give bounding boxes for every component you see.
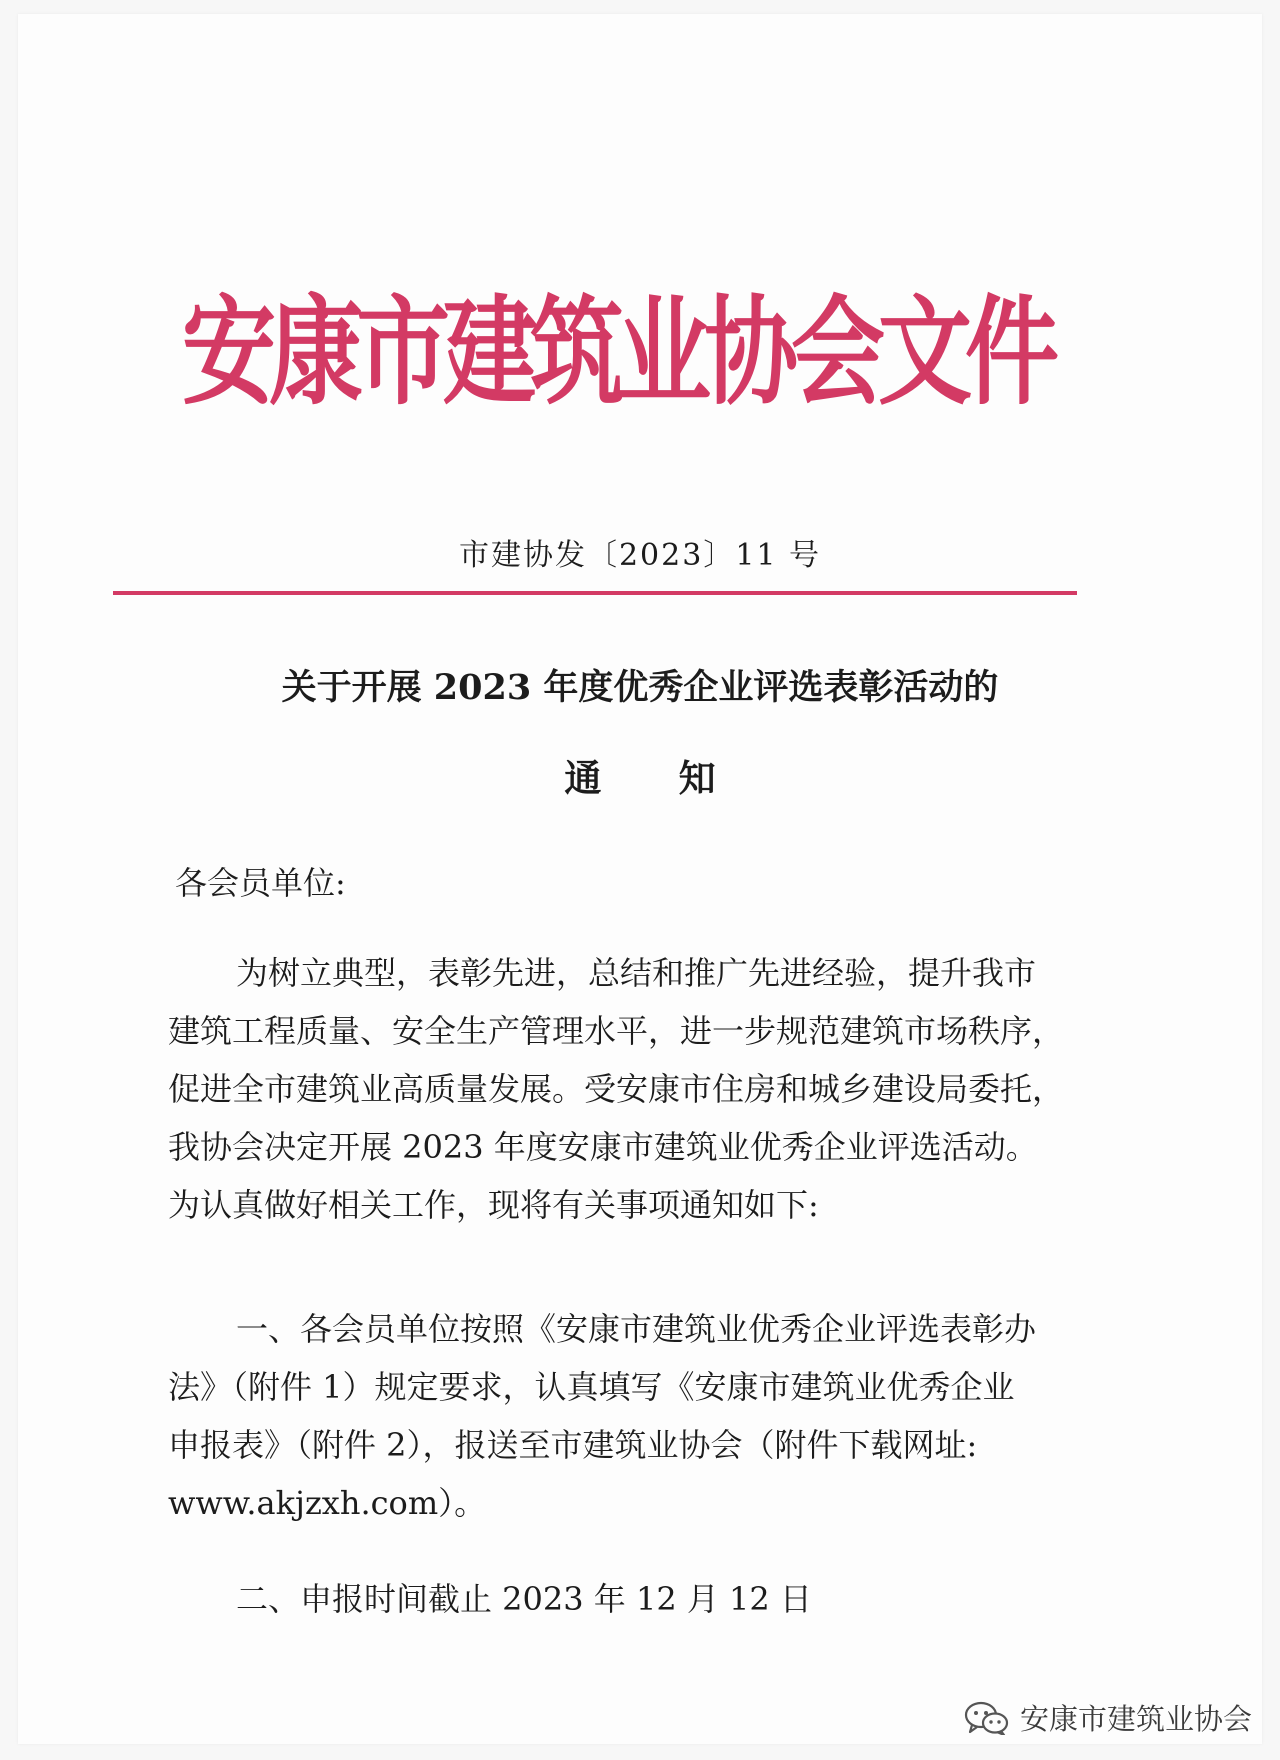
document-number: 市建协发〔2023〕11 号 — [458, 538, 822, 573]
notice-subtitle: 通 知 — [564, 756, 716, 800]
paragraph-line: 为树立典型，表彰先进，总结和推广先进经验，提升我市 — [236, 954, 1037, 992]
paragraph-line: www.akjzxh.com）。 — [168, 1484, 487, 1522]
wechat-watermark — [964, 1697, 1252, 1738]
paragraph-line: 我协会决定开展 2023 年度安康市建筑业优秀企业评选活动。 — [168, 1128, 1038, 1166]
wechat-icon — [964, 1701, 1010, 1735]
document-header-title: 安康市建筑业协会文件 — [182, 284, 1053, 422]
paragraph-item-2 — [168, 1570, 1068, 1628]
header-red-rule — [113, 591, 1077, 595]
paragraph-line: 促进全市建筑业高质量发展。受安康市住房和城乡建设局委托， — [168, 1070, 1065, 1108]
paragraph-intro — [168, 944, 1068, 1234]
paragraph-line: 法》（附件 1）规定要求，认真填写《安康市建筑业优秀企业 — [168, 1368, 1015, 1406]
watermark-text: 安康市建筑业协会 — [1019, 1702, 1252, 1736]
paragraph-line: 建筑工程质量、安全生产管理水平，进一步规范建筑市场秩序， — [168, 1012, 1065, 1050]
paragraph-line: 二、申报时间截止 2023 年 12 月 12 日 — [236, 1580, 812, 1618]
paragraph-line: 申报表》（附件 2），报送至市建筑业协会（附件下载网址: — [168, 1426, 978, 1464]
salutation: 各会员单位: — [175, 864, 346, 902]
paragraph-line: 一、各会员单位按照《安康市建筑业优秀企业评选表彰办 — [236, 1310, 1037, 1348]
paragraph-line: 为认真做好相关工作，现将有关事项通知如下: — [168, 1186, 819, 1224]
paragraph-item-1 — [168, 1300, 1068, 1532]
notice-title: 关于开展 2023 年度优秀企业评选表彰活动的 — [281, 667, 999, 708]
